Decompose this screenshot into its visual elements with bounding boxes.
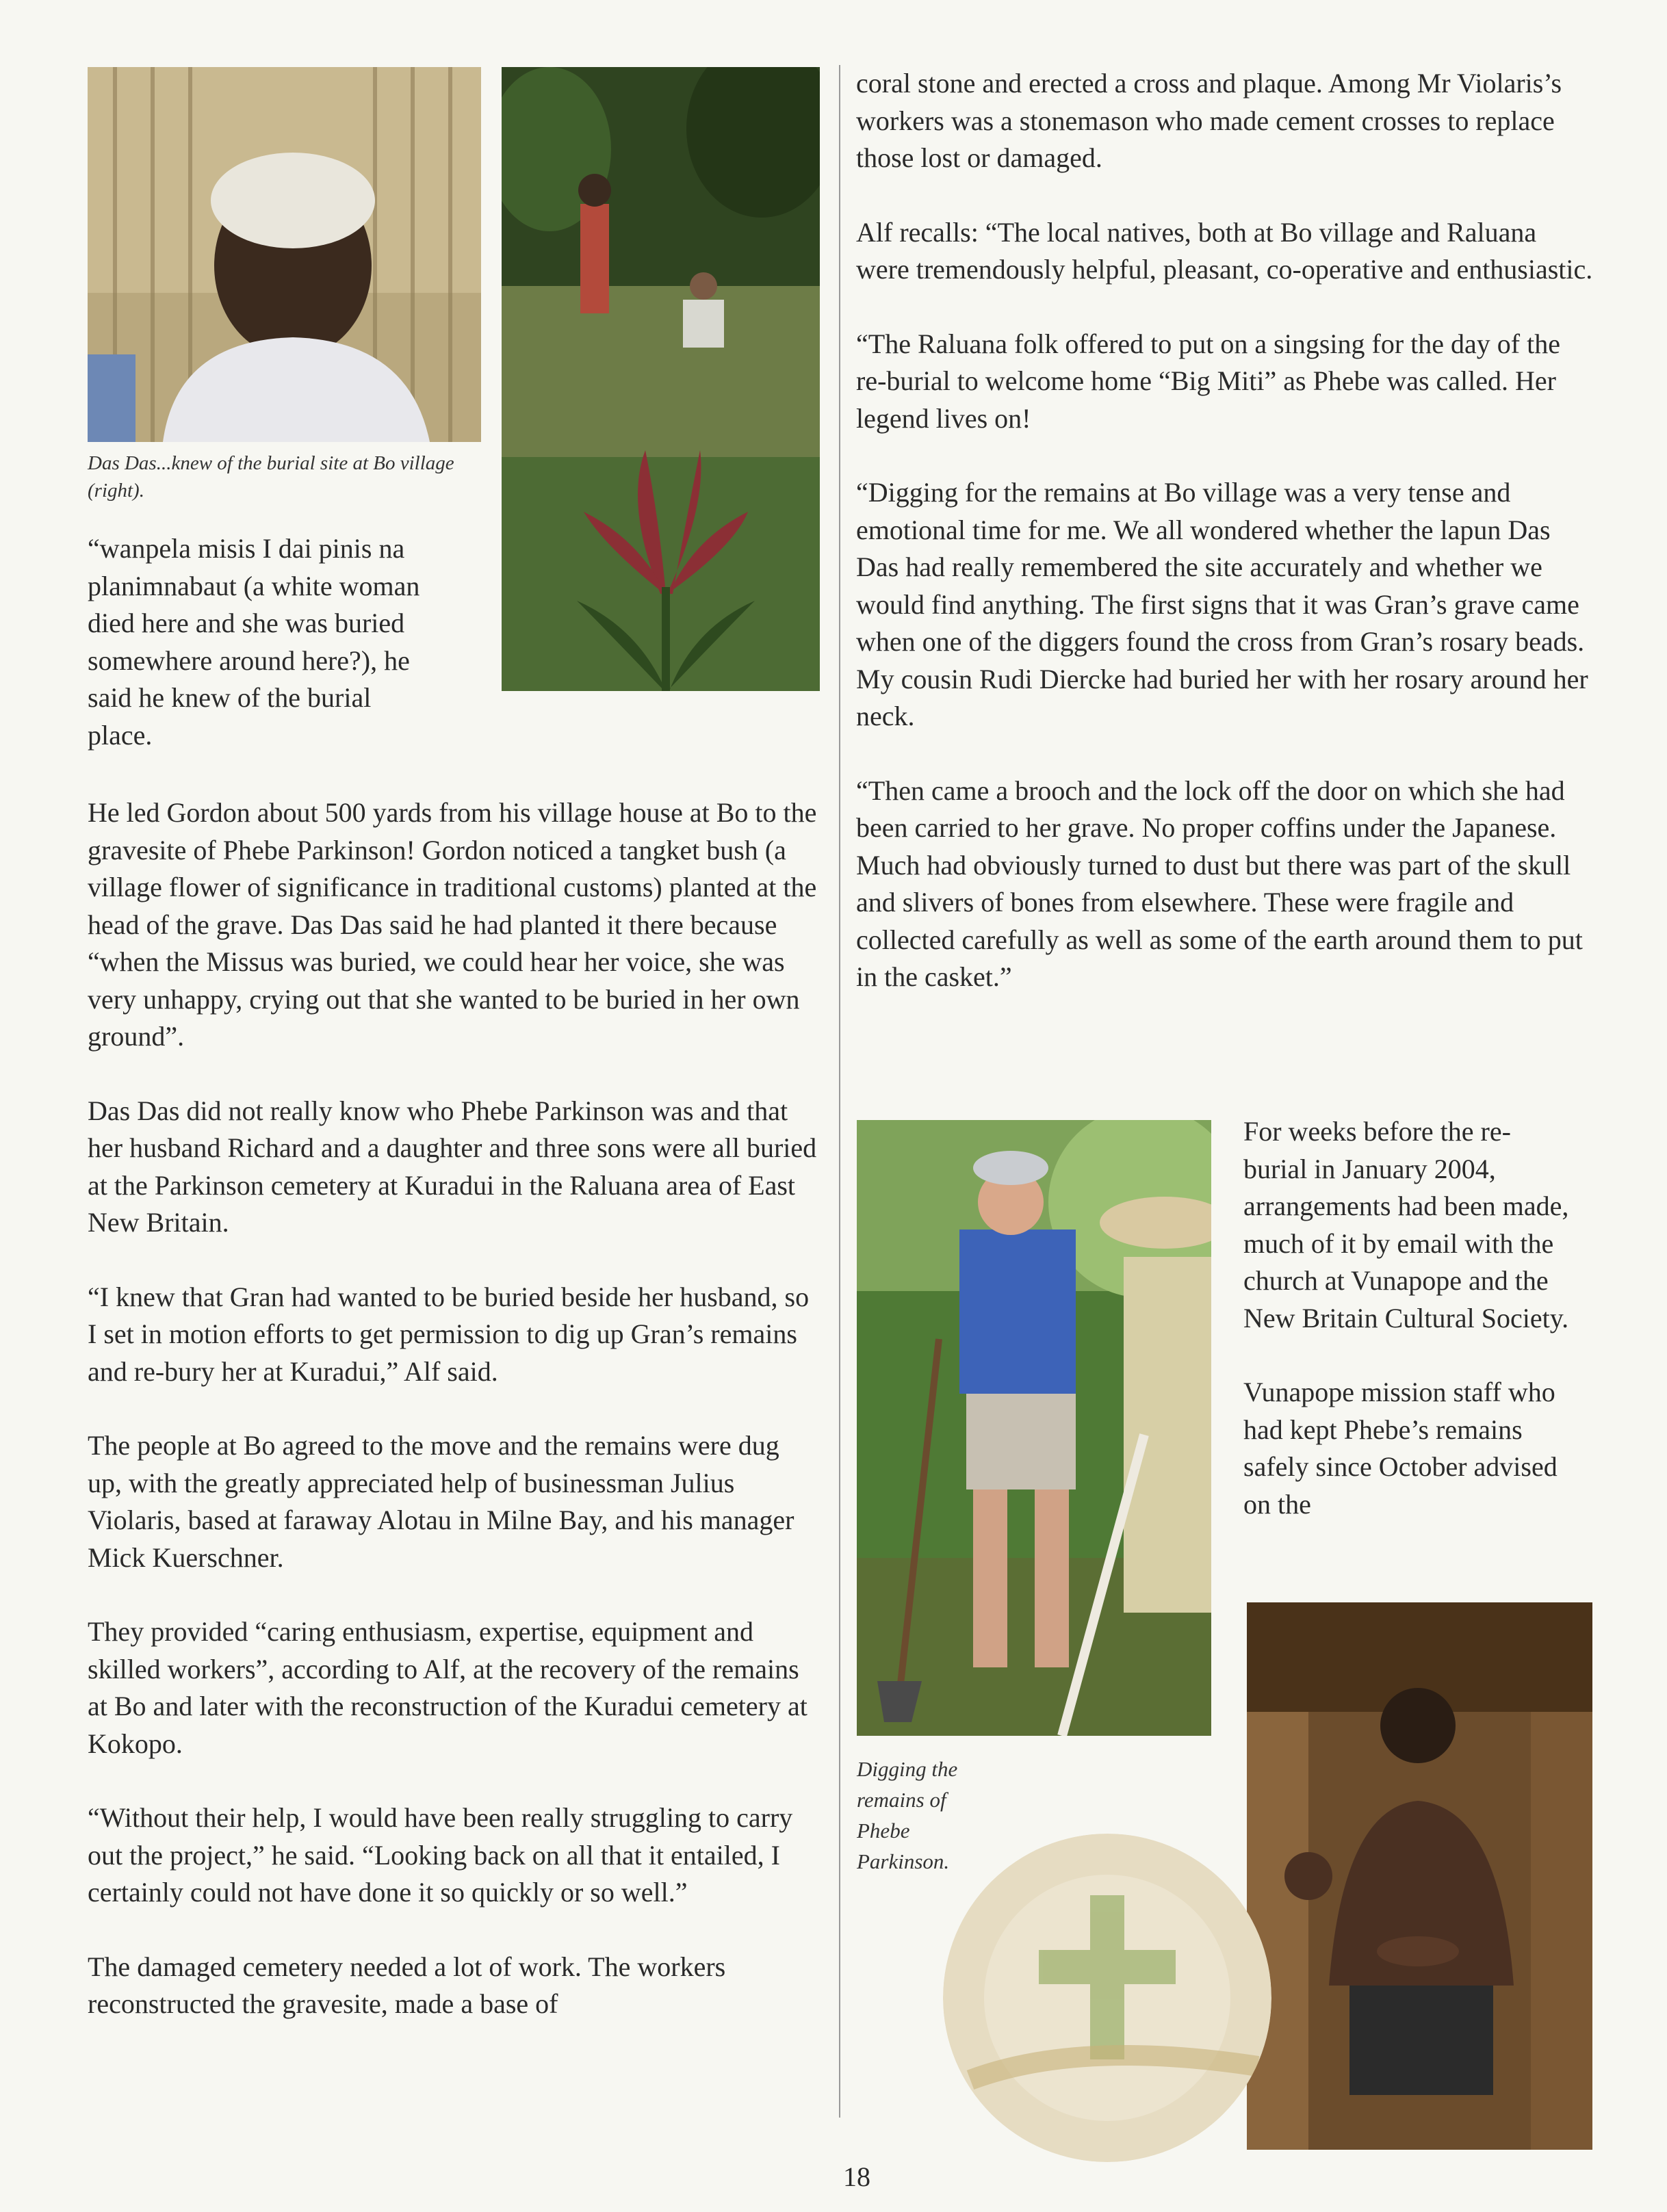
left-paragraph: “I knew that Gran had wanted to be buried beside her husband, so I set in motion efforts to get permission to dig up Gran’s remains and re-bury her at Kuradui,” Alf said.: [88, 1281, 810, 1387]
digging-caption: Digging the remains of Phebe Parkinson.: [857, 1757, 958, 1873]
digging-men-photo: [857, 1120, 1211, 1736]
das-das-portrait-photo: [88, 67, 481, 442]
left-paragraph: He led Gordon about 500 yards from his village house at Bo to the gravesite of Phebe Parkinson! Gordon noticed a tangket bush (a village flower of significance in traditional customs) planted at the head of the grave. Das Das said he had planted it there because “when the Missus was buried, we could hear her voice, she was very unhappy, crying out that she wanted to be buried in her own ground”.: [88, 797, 817, 1052]
right-paragraph: Alf recalls: “The local natives, both at Bo village and Raluana were tremendously helpful, pleasant, co-operative and enthusiastic.: [856, 216, 1593, 285]
rosary-cross-closeup-photo: [943, 1834, 1271, 2162]
intro-quote-paragraph: “wanpela misis I dai pinis na planimnabaut (a white woman died here and she was buried somewhere around here?), he said he knew of the burial place.: [88, 533, 420, 751]
left-paragraph: The people at Bo agreed to the move and the remains were dug up, with the greatly appreciated help of businessman Julius Violaris, based at faraway Alotau in Milne Bay, and his manager Mick Kuerschner.: [88, 1430, 794, 1573]
grave-site-tangket-bush-photo: [502, 67, 820, 691]
side-column-body: [1243, 1113, 1572, 1560]
man-in-grave-pit-photo: [1247, 1602, 1592, 2150]
right-column-body: [856, 65, 1595, 1033]
left-column-body: [88, 794, 820, 2060]
left-paragraph: “Without their help, I would have been really struggling to carry out the project,” he said. “Looking back on all that it entailed, I certainly could not have done it so quickly or so well.”: [88, 1802, 793, 1908]
column-divider: [839, 65, 840, 2118]
side-paragraph: For weeks before the re-burial in January 2004, arrangements had been made, much of it by email with the church at Vunapope and the New Britain Cultural Society.: [1243, 1116, 1569, 1333]
left-paragraph: They provided “caring enthusiasm, expertise, equipment and skilled workers”, according to Alf, at the recovery of the remains at Bo and later with the reconstruction of the Kuradui cemetery at Kokopo.: [88, 1616, 807, 1759]
side-paragraph: Vunapope mission staff who had kept Phebe’s remains safely since October advised on the: [1243, 1377, 1558, 1520]
page-number: 18: [843, 2161, 870, 2192]
right-paragraph: “Digging for the remains at Bo village was a very tense and emotional time for me. We all wondered whether the lapun Das Das had really remembered the site accurately and whether we would find anything. The first signs that it was Gran’s grave came when one of the diggers found the cross from Gran’s rosary beads. My cousin Rudi Diercke had buried her with her rosary around her neck.: [856, 477, 1588, 731]
left-paragraph: The damaged cemetery needed a lot of work. The workers reconstructed the gravesite, made a base of: [88, 1951, 726, 2019]
left-paragraph: Das Das did not really know who Phebe Parkinson was and that her husband Richard and a daughter and three sons were all buried at the Parkinson cemetery at Kuradui in the Raluana area of East New Britain.: [88, 1095, 817, 1238]
right-paragraph: “The Raluana folk offered to put on a singsing for the day of the re-burial to welcome home “Big Miti” as Phebe was called. Her legend lives on!: [856, 328, 1560, 434]
right-paragraph: “Then came a brooch and the lock off the door on which she had been carried to her grave. No proper coffins under the Japanese. Much had obviously turned to dust but there was part of the skull and slivers of bones from elsewhere. These were fragile and collected carefully as well as some of the earth around them to put in the casket.”: [856, 775, 1583, 992]
das-das-caption: Das Das...knew of the burial site at Bo village (right).: [88, 452, 454, 502]
right-paragraph: coral stone and erected a cross and plaque. Among Mr Violaris’s workers was a stonemason who made cement crosses to replace those lost or damaged.: [856, 68, 1562, 173]
